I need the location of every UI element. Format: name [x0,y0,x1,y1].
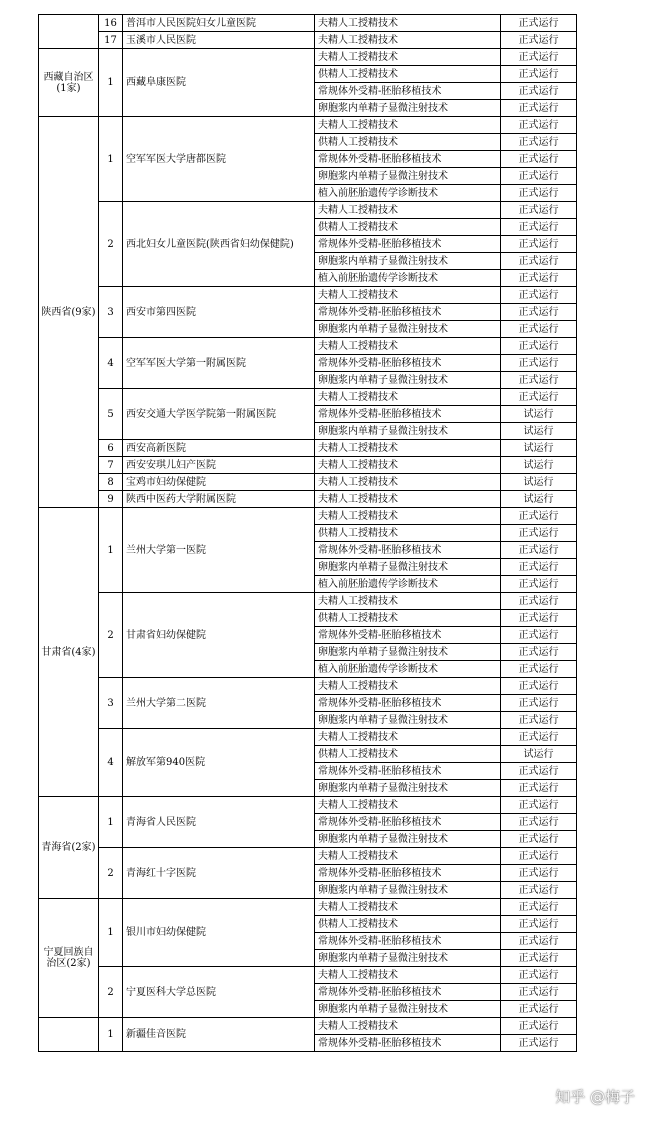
status-cell: 正式运行 [501,644,577,661]
technology-cell: 常规体外受精-胚胎移植技术 [315,627,501,644]
status-cell: 正式运行 [501,967,577,984]
technology-cell: 常规体外受精-胚胎移植技术 [315,814,501,831]
status-cell: 正式运行 [501,661,577,678]
technology-cell: 夫精人工授精技术 [315,797,501,814]
technology-cell: 常规体外受精-胚胎移植技术 [315,406,501,423]
technology-cell: 夫精人工授精技术 [315,202,501,219]
status-cell: 正式运行 [501,236,577,253]
status-cell: 正式运行 [501,678,577,695]
hospital-number: 1 [99,1018,123,1052]
table-row [39,848,577,865]
status-cell: 正式运行 [501,984,577,1001]
status-cell: 正式运行 [501,831,577,848]
province-cell [39,15,99,49]
status-cell: 正式运行 [501,865,577,882]
province-cell: 青海省(2家) [39,797,99,899]
technology-cell: 夫精人工授精技术 [315,457,501,474]
status-cell: 正式运行 [501,151,577,168]
status-cell: 正式运行 [501,882,577,899]
province-cell [39,1018,99,1052]
table-row [39,508,577,525]
technology-cell: 植入前胚胎遗传学诊断技术 [315,185,501,202]
hospital-number: 1 [99,899,123,967]
technology-cell: 夫精人工授精技术 [315,338,501,355]
status-cell: 正式运行 [501,525,577,542]
technology-cell: 植入前胚胎遗传学诊断技术 [315,270,501,287]
status-cell: 试运行 [501,746,577,763]
status-cell: 正式运行 [501,797,577,814]
technology-cell: 卵胞浆内单精子显微注射技术 [315,372,501,389]
hospital-name: 宁夏医科大学总医院 [123,967,315,1018]
technology-cell: 卵胞浆内单精子显微注射技术 [315,882,501,899]
technology-cell: 卵胞浆内单精子显微注射技术 [315,100,501,117]
technology-cell: 卵胞浆内单精子显微注射技术 [315,1001,501,1018]
status-cell: 正式运行 [501,542,577,559]
status-cell: 试运行 [501,440,577,457]
table-row [39,117,577,134]
technology-cell: 常规体外受精-胚胎移植技术 [315,355,501,372]
hospital-name: 新疆佳音医院 [123,1018,315,1052]
status-cell: 正式运行 [501,134,577,151]
technology-cell: 夫精人工授精技术 [315,729,501,746]
technology-cell: 常规体外受精-胚胎移植技术 [315,151,501,168]
status-cell: 正式运行 [501,219,577,236]
technology-cell: 夫精人工授精技术 [315,32,501,49]
status-cell: 正式运行 [501,627,577,644]
table-row [39,15,577,32]
table-row [39,967,577,984]
status-cell: 试运行 [501,406,577,423]
status-cell: 正式运行 [501,372,577,389]
technology-cell: 夫精人工授精技术 [315,491,501,508]
technology-cell: 常规体外受精-胚胎移植技术 [315,542,501,559]
table-row [39,797,577,814]
hospital-number: 6 [99,440,123,457]
technology-cell: 夫精人工授精技术 [315,15,501,32]
table-row [39,440,577,457]
hospital-name: 玉溪市人民医院 [123,32,315,49]
province-cell: 宁夏回族自治区(2家) [39,899,99,1018]
hospital-name: 甘肃省妇幼保健院 [123,593,315,678]
status-cell: 正式运行 [501,253,577,270]
status-cell: 正式运行 [501,916,577,933]
technology-cell: 卵胞浆内单精子显微注射技术 [315,644,501,661]
technology-cell: 常规体外受精-胚胎移植技术 [315,695,501,712]
technology-cell: 常规体外受精-胚胎移植技术 [315,83,501,100]
table-row [39,491,577,508]
technology-cell: 卵胞浆内单精子显微注射技术 [315,253,501,270]
status-cell: 试运行 [501,423,577,440]
status-cell: 正式运行 [501,508,577,525]
status-cell: 正式运行 [501,83,577,100]
technology-cell: 供精人工授精技术 [315,66,501,83]
status-cell: 正式运行 [501,270,577,287]
hospital-number: 2 [99,202,123,287]
technology-cell: 常规体外受精-胚胎移植技术 [315,933,501,950]
hospital-number: 3 [99,287,123,338]
technology-cell: 供精人工授精技术 [315,134,501,151]
status-cell: 正式运行 [501,15,577,32]
hospital-name: 空军军医大学唐都医院 [123,117,315,202]
hospital-number: 5 [99,389,123,440]
technology-cell: 夫精人工授精技术 [315,287,501,304]
technology-cell: 夫精人工授精技术 [315,389,501,406]
technology-cell: 供精人工授精技术 [315,746,501,763]
hospital-name: 普洱市人民医院妇女儿童医院 [123,15,315,32]
technology-cell: 常规体外受精-胚胎移植技术 [315,236,501,253]
status-cell: 正式运行 [501,168,577,185]
technology-cell: 卵胞浆内单精子显微注射技术 [315,950,501,967]
watermark: 知乎 @梅子 [555,1088,635,1106]
technology-cell: 夫精人工授精技术 [315,117,501,134]
status-cell: 正式运行 [501,1001,577,1018]
hospital-name: 宝鸡市妇幼保健院 [123,474,315,491]
table-row [39,593,577,610]
hospital-name: 银川市妇幼保健院 [123,899,315,967]
technology-cell: 夫精人工授精技术 [315,678,501,695]
table-row [39,389,577,406]
hospital-number: 8 [99,474,123,491]
hospital-number: 17 [99,32,123,49]
hospital-name: 兰州大学第二医院 [123,678,315,729]
table-row [39,678,577,695]
status-cell: 正式运行 [501,814,577,831]
technology-cell: 夫精人工授精技术 [315,474,501,491]
status-cell: 正式运行 [501,117,577,134]
status-cell: 正式运行 [501,32,577,49]
hospital-name: 兰州大学第一医院 [123,508,315,593]
status-cell: 正式运行 [501,933,577,950]
technology-cell: 常规体外受精-胚胎移植技术 [315,1035,501,1052]
status-cell: 试运行 [501,457,577,474]
hospital-name: 西藏阜康医院 [123,49,315,117]
hospital-name: 青海省人民医院 [123,797,315,848]
hospital-name: 西安安琪儿妇产医院 [123,457,315,474]
table-row [39,474,577,491]
table-row [39,32,577,49]
hospital-name: 解放军第940医院 [123,729,315,797]
table-row [39,338,577,355]
hospital-number: 2 [99,967,123,1018]
hospital-number: 9 [99,491,123,508]
status-cell: 正式运行 [501,1035,577,1052]
status-cell: 正式运行 [501,848,577,865]
hospital-name: 陕西中医药大学附属医院 [123,491,315,508]
status-cell: 正式运行 [501,610,577,627]
hospital-number: 7 [99,457,123,474]
hospital-number: 1 [99,797,123,848]
technology-cell: 夫精人工授精技术 [315,899,501,916]
document-page [38,14,576,1052]
technology-cell: 夫精人工授精技术 [315,508,501,525]
status-cell: 正式运行 [501,321,577,338]
hospital-name: 空军军医大学第一附属医院 [123,338,315,389]
hospital-name: 青海红十字医院 [123,848,315,899]
status-cell: 正式运行 [501,576,577,593]
status-cell: 正式运行 [501,712,577,729]
technology-cell: 卵胞浆内单精子显微注射技术 [315,168,501,185]
status-cell: 正式运行 [501,1018,577,1035]
technology-cell: 卵胞浆内单精子显微注射技术 [315,712,501,729]
status-cell: 正式运行 [501,202,577,219]
ivf-institution-table [38,14,577,1052]
hospital-number: 4 [99,338,123,389]
status-cell: 正式运行 [501,899,577,916]
table-row [39,729,577,746]
status-cell: 正式运行 [501,338,577,355]
hospital-number: 2 [99,593,123,678]
technology-cell: 夫精人工授精技术 [315,1018,501,1035]
technology-cell: 夫精人工授精技术 [315,49,501,66]
status-cell: 正式运行 [501,355,577,372]
hospital-number: 4 [99,729,123,797]
status-cell: 正式运行 [501,695,577,712]
status-cell: 正式运行 [501,559,577,576]
technology-cell: 夫精人工授精技术 [315,593,501,610]
table-row [39,899,577,916]
province-cell: 西藏自治区(1家) [39,49,99,117]
technology-cell: 夫精人工授精技术 [315,848,501,865]
technology-cell: 供精人工授精技术 [315,219,501,236]
hospital-name: 西北妇女儿童医院(陕西省妇幼保健院) [123,202,315,287]
status-cell: 正式运行 [501,66,577,83]
table-row [39,287,577,304]
province-cell: 陕西省(9家) [39,117,99,508]
hospital-number: 2 [99,848,123,899]
hospital-name: 西安交通大学医学院第一附属医院 [123,389,315,440]
technology-cell: 卵胞浆内单精子显微注射技术 [315,780,501,797]
hospital-number: 1 [99,117,123,202]
technology-cell: 常规体外受精-胚胎移植技术 [315,763,501,780]
technology-cell: 植入前胚胎遗传学诊断技术 [315,661,501,678]
status-cell: 正式运行 [501,100,577,117]
status-cell: 正式运行 [501,287,577,304]
status-cell: 正式运行 [501,49,577,66]
hospital-name: 西安市第四医院 [123,287,315,338]
hospital-number: 3 [99,678,123,729]
table-row [39,457,577,474]
technology-cell: 卵胞浆内单精子显微注射技术 [315,423,501,440]
table-row [39,1018,577,1035]
technology-cell: 供精人工授精技术 [315,525,501,542]
status-cell: 正式运行 [501,763,577,780]
technology-cell: 卵胞浆内单精子显微注射技术 [315,321,501,338]
technology-cell: 卵胞浆内单精子显微注射技术 [315,559,501,576]
status-cell: 正式运行 [501,304,577,321]
status-cell: 正式运行 [501,389,577,406]
technology-cell: 常规体外受精-胚胎移植技术 [315,865,501,882]
status-cell: 正式运行 [501,593,577,610]
hospital-number: 1 [99,508,123,593]
table-row [39,49,577,66]
technology-cell: 常规体外受精-胚胎移植技术 [315,984,501,1001]
technology-cell: 夫精人工授精技术 [315,967,501,984]
status-cell: 正式运行 [501,185,577,202]
status-cell: 试运行 [501,474,577,491]
technology-cell: 卵胞浆内单精子显微注射技术 [315,831,501,848]
status-cell: 正式运行 [501,950,577,967]
hospital-number: 1 [99,49,123,117]
province-cell: 甘肃省(4家) [39,508,99,797]
technology-cell: 植入前胚胎遗传学诊断技术 [315,576,501,593]
status-cell: 正式运行 [501,729,577,746]
hospital-name: 西安高新医院 [123,440,315,457]
technology-cell: 常规体外受精-胚胎移植技术 [315,304,501,321]
technology-cell: 夫精人工授精技术 [315,440,501,457]
table-row [39,202,577,219]
status-cell: 正式运行 [501,780,577,797]
technology-cell: 供精人工授精技术 [315,916,501,933]
technology-cell: 供精人工授精技术 [315,610,501,627]
hospital-number: 16 [99,15,123,32]
status-cell: 试运行 [501,491,577,508]
